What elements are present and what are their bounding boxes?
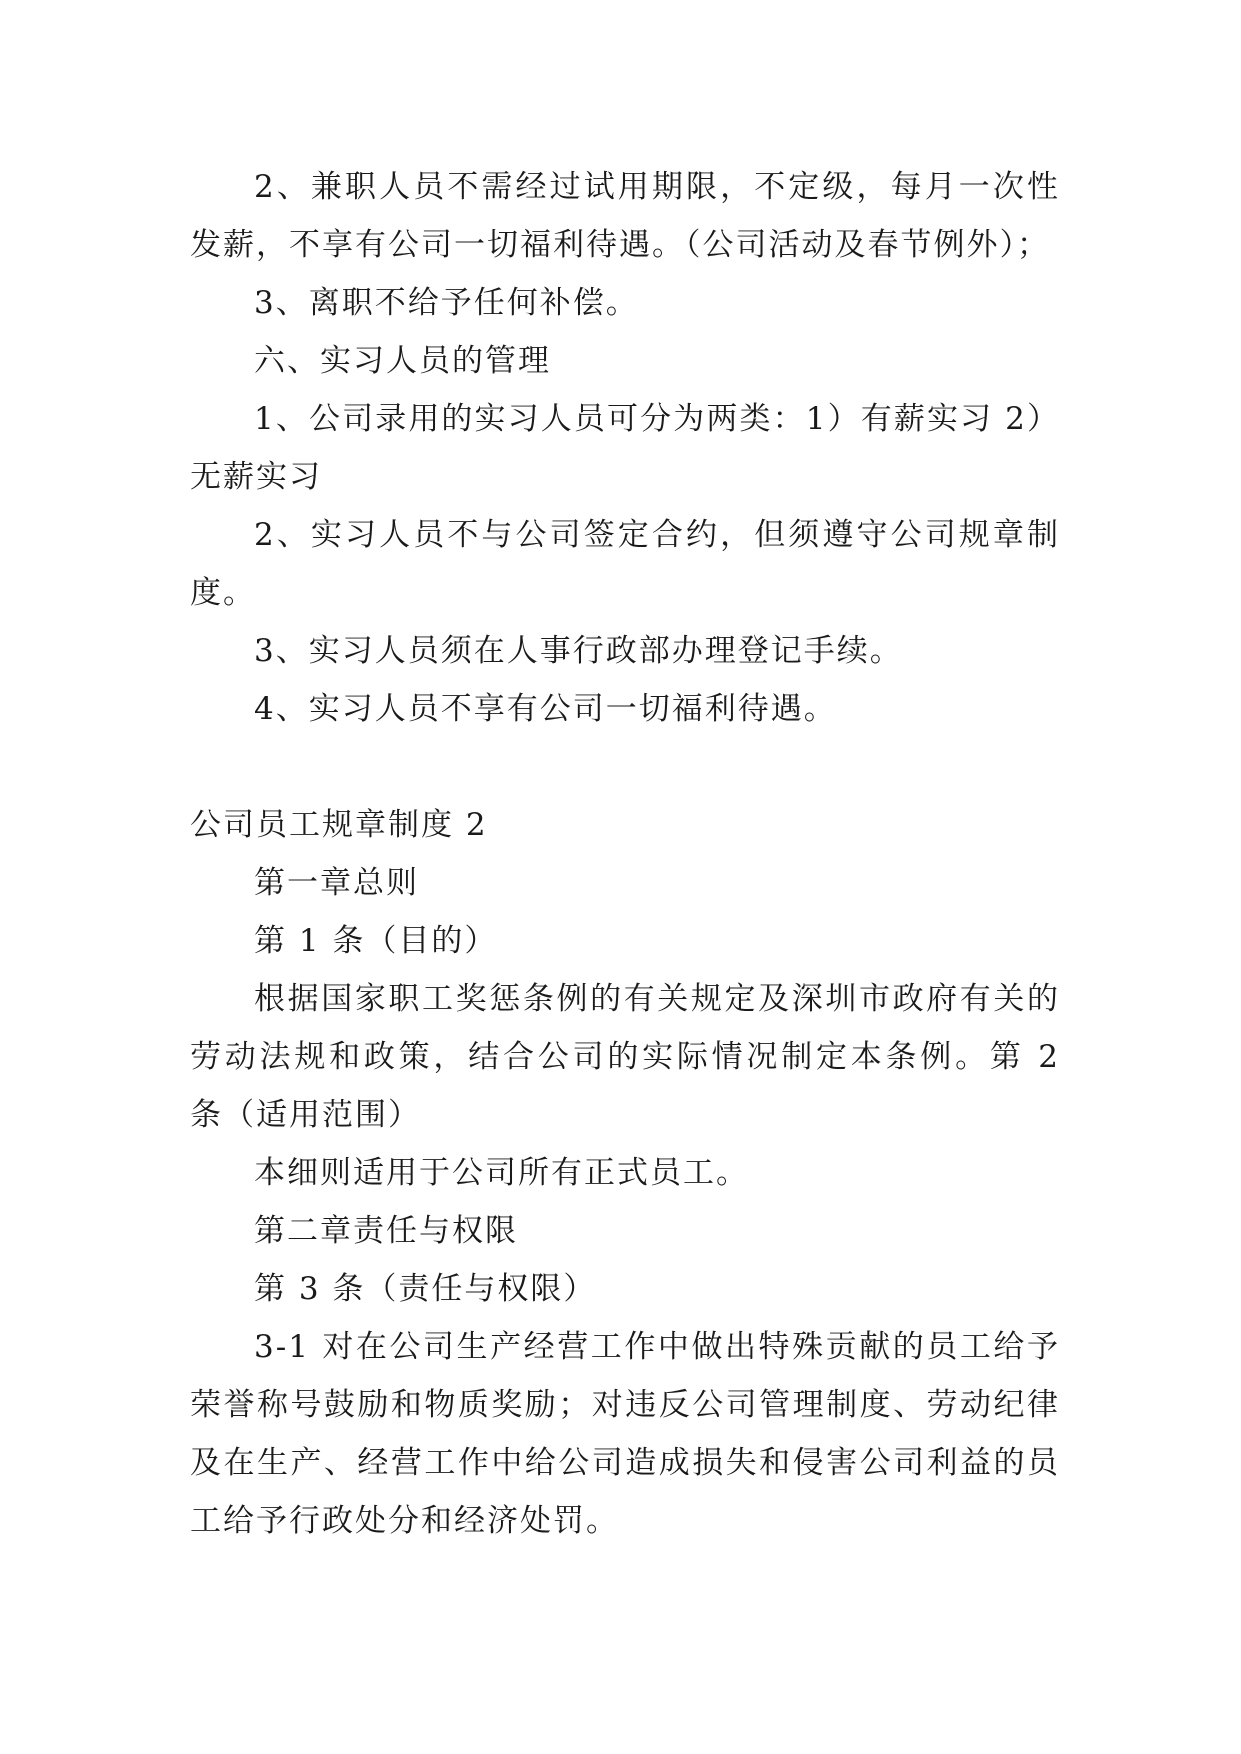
paragraph-purpose-scope: 根据国家职工奖惩条例的有关规定及深圳市政府有关的劳动法规和政策，结合公司的实际情况制定本条例。第 2 条（适用范围） [190, 981, 1060, 1133]
section-heading-intern-management: 六、实习人员的管理 [254, 343, 551, 379]
paragraph-intern-contract: 2、实习人员不与公司签定合约，但须遵守公司规章制度。 [190, 517, 1060, 611]
chapter-heading-responsibility: 第二章责任与权限 [254, 1213, 518, 1249]
article-heading-responsibility: 第 3 条（责任与权限） [254, 1271, 597, 1307]
chapter-heading-general: 第一章总则 [254, 865, 419, 901]
paragraph-applicability: 本细则适用于公司所有正式员工。 [254, 1155, 749, 1191]
paragraph-part-time-salary: 2、兼职人员不需经过试用期限，不定级，每月一次性发薪，不享有公司一切福利待遇。（公司活动及春节例外）； [190, 169, 1060, 263]
paragraph-intern-registration: 3、实习人员须在人事行政部办理登记手续。 [254, 633, 903, 669]
document-title: 公司员工规章制度 2 [190, 807, 488, 843]
paragraph-intern-benefits: 4、实习人员不享有公司一切福利待遇。 [254, 691, 837, 727]
paragraph-no-compensation: 3、离职不给予任何补偿。 [254, 285, 639, 321]
article-heading-purpose: 第 1 条（目的） [254, 923, 498, 959]
paragraph-rewards-penalties: 3-1 对在公司生产经营工作中做出特殊贡献的员工给予荣誉称号鼓励和物质奖励；对违反公司管理制度、劳动纪律及在生产、经营工作中给公司造成损失和侵害公司利益的员工给予行政处分和经济处罚。 [190, 1329, 1060, 1539]
paragraph-intern-types: 1、公司录用的实习人员可分为两类：1）有薪实习 2）无薪实习 [190, 401, 1060, 495]
